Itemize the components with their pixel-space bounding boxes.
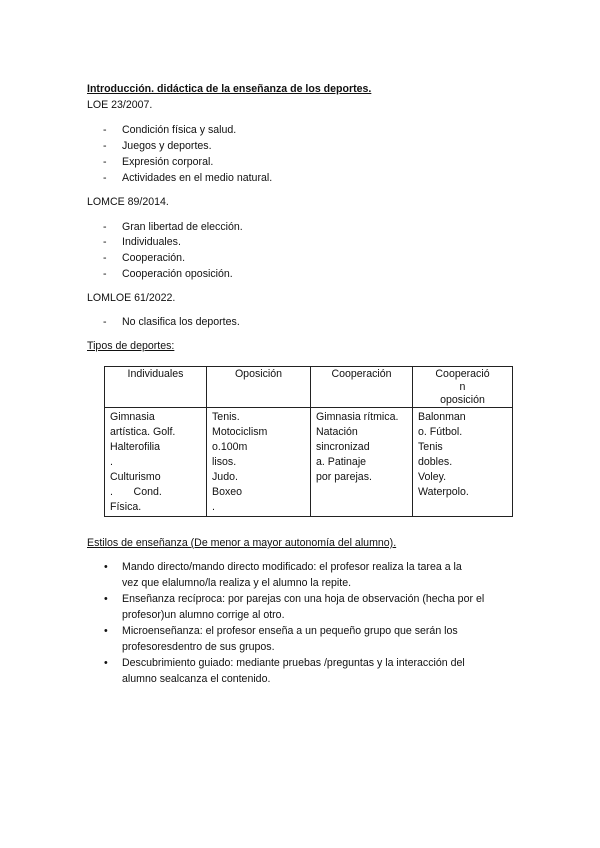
table-header-row (105, 367, 513, 408)
table-header-cooperacion-oposicion: Cooperació n oposición (413, 367, 513, 408)
bullet-icon: • (104, 561, 108, 573)
list-item: - Cooperación. (103, 252, 186, 264)
list-item: - Actividades en el medio natural. (103, 172, 273, 184)
sports-table (104, 366, 513, 517)
lomloe-heading: LOMLOE 61/2022. (87, 292, 176, 304)
table-row (105, 408, 513, 517)
list-item: • Descubrimiento guiado: mediante pruebas /preguntas y la interacción del alumno sealcanza el contenido. (104, 657, 465, 685)
list-item: - Individuales. (103, 236, 181, 248)
bullet-icon: • (104, 625, 108, 637)
bullet-icon: • (104, 657, 108, 669)
table-header-cooperacion: Cooperación (311, 367, 413, 408)
list-item: - Gran libertad de elección. (103, 221, 243, 233)
list-item: - Condición física y salud. (103, 124, 237, 136)
list-item: - Juegos y deportes. (103, 140, 212, 152)
list-item: • Enseñanza recíproca: por parejas con una hoja de observación (hecha por el profesor)un alumno corrige al otro. (104, 593, 485, 621)
tipos-heading: Tipos de deportes: (87, 340, 175, 352)
lomce-heading: LOMCE 89/2014. (87, 196, 169, 208)
loe-heading: LOE 23/2007. (87, 99, 153, 111)
list-item: • Microenseñanza: el profesor enseña a un pequeño grupo que serán los profesoresdentro de sus grupos. (104, 625, 458, 653)
table-cell-oposicion: Tenis. Motociclism o.100m lisos. Judo. Boxeo . (207, 408, 311, 517)
document-title: Introducción. didáctica de la enseñanza de los deportes. (87, 83, 372, 95)
table-cell-cooperacion-oposicion: Balonman o. Fútbol. Tenis dobles. Voley. Waterpolo. (413, 408, 513, 517)
list-item: - No clasifica los deportes. (103, 316, 240, 328)
table-header-oposicion: Oposición (207, 367, 311, 408)
list-item: • Mando directo/mando directo modificado: el profesor realiza la tarea a la vez que elalumno/la realiza y el alumno la repite. (104, 561, 462, 589)
estilos-heading: Estilos de enseñanza (De menor a mayor autonomía del alumno). (87, 537, 397, 549)
list-item: - Expresión corporal. (103, 156, 214, 168)
table-header-individuales: Individuales (105, 367, 207, 408)
table-cell-individuales: Gimnasia artística. Golf. Halterofilia . Culturismo . Cond. Física. (105, 408, 207, 517)
list-item: - Cooperación oposición. (103, 268, 233, 280)
bullet-icon: • (104, 593, 108, 605)
table-cell-cooperacion: Gimnasia rítmica. Natación sincronizad a. Patinaje por parejas. (311, 408, 413, 517)
